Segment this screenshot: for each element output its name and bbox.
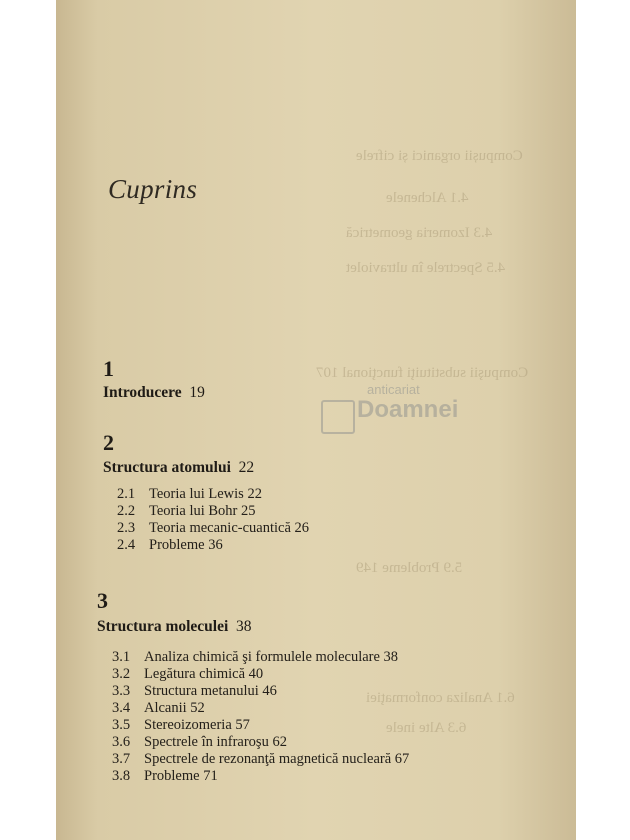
chapter-number: 3 bbox=[97, 588, 108, 613]
section-number: 2.4 bbox=[117, 537, 136, 553]
section-text: Teoria lui Bohr 25 bbox=[149, 503, 256, 519]
section-text: Legătura chimică 40 bbox=[144, 666, 264, 682]
section-text: Teoria lui Lewis 22 bbox=[149, 486, 262, 502]
chapter-title-text: Structura moleculei bbox=[97, 618, 229, 635]
chapter-title bbox=[103, 459, 254, 477]
toc-entry bbox=[112, 734, 287, 751]
chapter-page: 19 bbox=[189, 384, 205, 401]
toc-entry bbox=[117, 520, 309, 537]
chapter-title-text: Structura atomului bbox=[103, 459, 231, 476]
toc-entry bbox=[112, 700, 205, 717]
toc-entry bbox=[117, 537, 223, 554]
section-text: Stereoizomeria 57 bbox=[144, 717, 250, 733]
toc-entry bbox=[112, 751, 409, 768]
section-number: 3.3 bbox=[112, 683, 131, 699]
section-number: 3.8 bbox=[112, 768, 131, 784]
section-number: 3.2 bbox=[112, 666, 131, 682]
bleed-through-text: 5.9 Probleme 149 bbox=[356, 560, 463, 576]
section-number: 2.2 bbox=[117, 503, 136, 519]
toc-entry bbox=[117, 503, 256, 520]
bleed-through-text: 4.3 Izomeria geometrică bbox=[346, 225, 493, 241]
toc-entry bbox=[112, 717, 250, 734]
toc-entry bbox=[112, 666, 263, 683]
bleed-through-text: 4.5 Spectrele în ultraviolet bbox=[346, 260, 506, 276]
section-number: 3.7 bbox=[112, 751, 131, 767]
chapter-number: 2 bbox=[103, 430, 114, 455]
toc-entry bbox=[112, 649, 398, 666]
chapter-title bbox=[97, 618, 252, 636]
watermark-logo bbox=[321, 378, 461, 448]
section-number: 2.3 bbox=[117, 520, 136, 536]
watermark-small-text: anticariat bbox=[367, 382, 420, 397]
toc-entry bbox=[112, 683, 277, 700]
section-text: Probleme 36 bbox=[149, 537, 223, 553]
toc-entry bbox=[117, 486, 262, 503]
bleed-through-text: 6.1 Analiza conformaţiei bbox=[366, 690, 515, 706]
bleed-through-text: 4.1 Alchenele bbox=[386, 190, 469, 206]
chapter-title bbox=[103, 384, 205, 402]
section-number: 2.1 bbox=[117, 486, 136, 502]
section-number: 3.4 bbox=[112, 700, 131, 716]
section-text: Analiza chimică şi formulele moleculare 38 bbox=[144, 649, 399, 665]
book-page bbox=[56, 0, 576, 840]
book-stack-icon bbox=[321, 400, 355, 434]
section-number: 3.6 bbox=[112, 734, 131, 750]
watermark-main-text: Doamnei bbox=[357, 396, 459, 423]
bleed-through-text: 6.3 Alte inele bbox=[386, 720, 467, 736]
section-text: Structura metanului 46 bbox=[144, 683, 277, 699]
chapter-title-text: Introducere bbox=[103, 384, 182, 401]
section-text: Spectrele în infraroşu 62 bbox=[144, 734, 287, 750]
toc-entry bbox=[112, 768, 218, 785]
chapter-page: 22 bbox=[238, 459, 255, 476]
chapter-number: 1 bbox=[103, 356, 114, 381]
page-title: Cuprins bbox=[108, 174, 198, 204]
chapter-page: 38 bbox=[236, 618, 252, 635]
section-text: Teoria mecanic-cuantică 26 bbox=[149, 520, 310, 536]
section-text: Probleme 71 bbox=[144, 768, 218, 784]
section-text: Spectrele de rezonanţă magnetică nucleară 67 bbox=[144, 751, 410, 767]
section-number: 3.5 bbox=[112, 717, 131, 733]
bleed-through-text: Compușii organici și cifrele bbox=[356, 148, 523, 164]
bleed-through-text: Compuşii substituiţi funcţional 107 bbox=[316, 365, 529, 381]
section-text: Alcanii 52 bbox=[144, 700, 205, 716]
section-number: 3.1 bbox=[112, 649, 131, 665]
